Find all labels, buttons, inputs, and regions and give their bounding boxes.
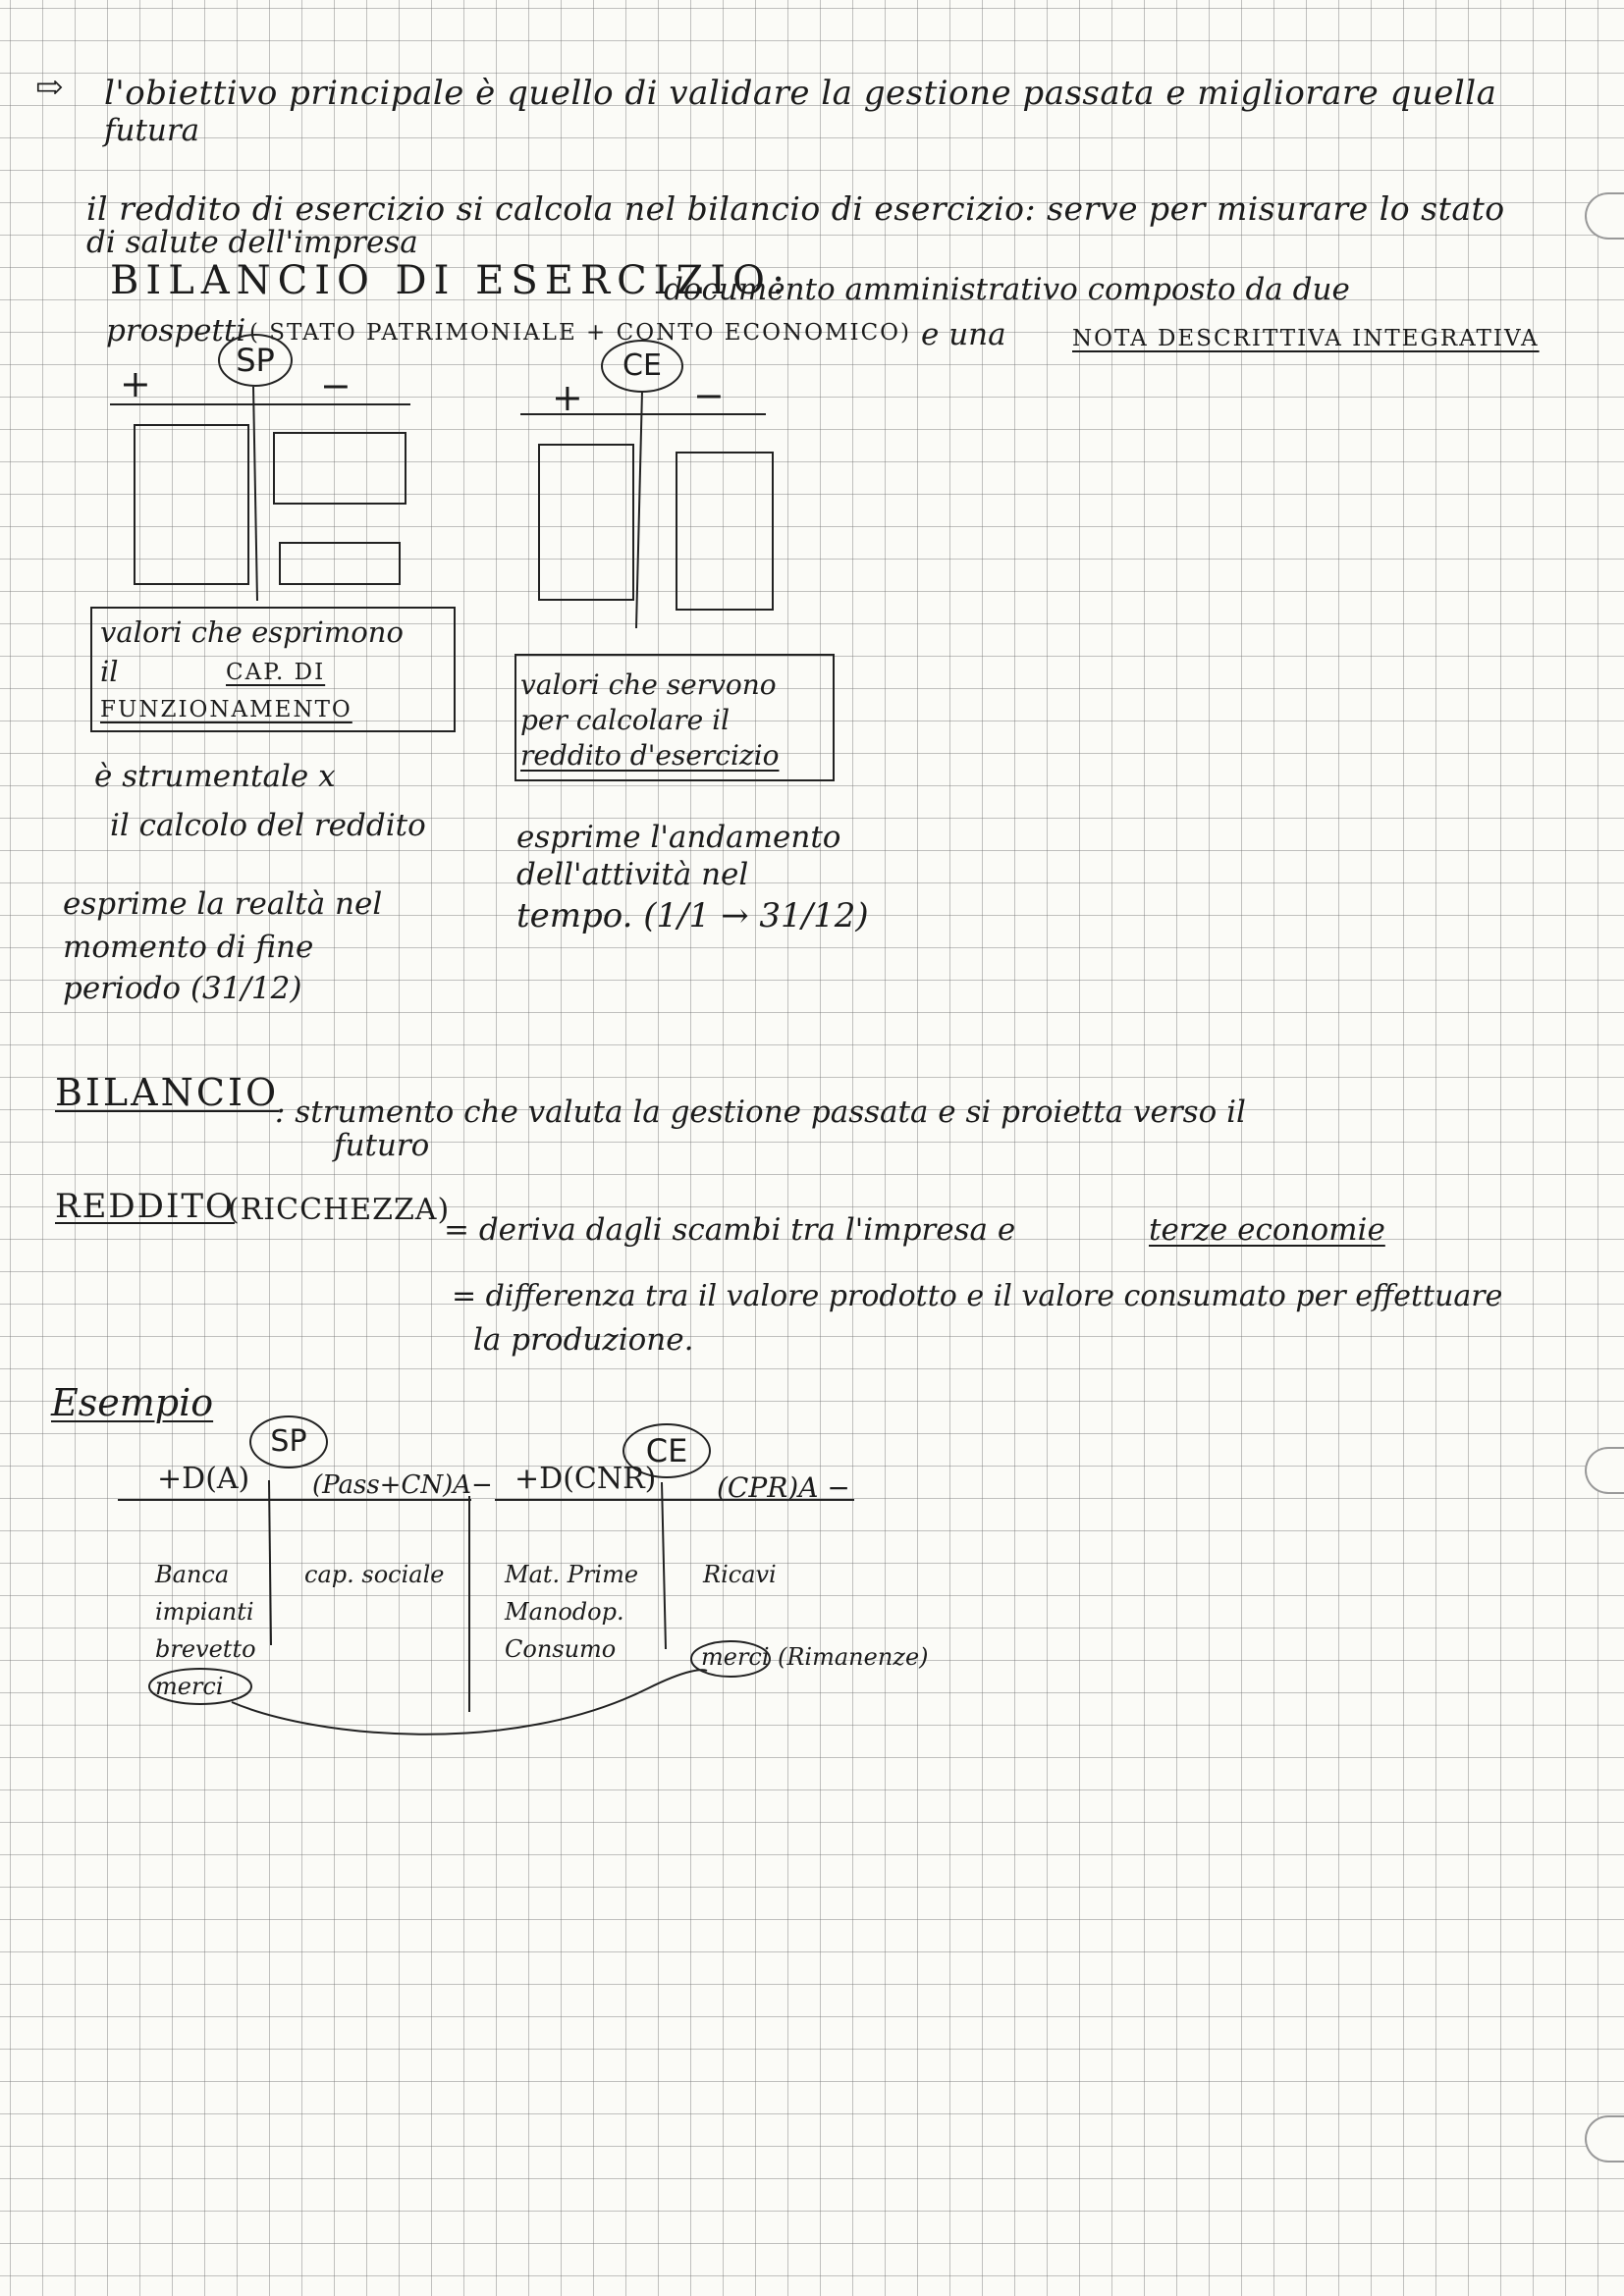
esempio-item: Manodop. (505, 1598, 624, 1626)
esempio-title: Esempio (51, 1381, 214, 1424)
ce-minus: − (693, 374, 725, 417)
esempio-item: brevetto (155, 1635, 256, 1663)
ce-box-text-c: reddito d'esercizio (520, 739, 780, 772)
esempio-item: merci (701, 1643, 770, 1671)
reddito-def-2: = differenza tra il valore prodotto e il valore consumato per effettuare (452, 1279, 1503, 1313)
bilancio-def: : strumento che valuta la gestione passata e si proietta verso il (275, 1095, 1246, 1130)
sp-note-b: il calcolo del reddito (110, 808, 426, 843)
bilancio-def-b: futuro (334, 1128, 430, 1163)
reddito-def-1: = deriva dagli scambi tra l'impresa e (444, 1212, 1016, 1248)
sp-circle: SP (218, 334, 293, 387)
bilancio-title: BILANCIO (55, 1071, 280, 1114)
esempio-ce-left-head: +D(CNR) (514, 1462, 657, 1496)
ce-expr-a: esprime l'andamento (516, 820, 841, 855)
sp-box-text-b: il (100, 655, 119, 688)
bilancio-esercizio-title: BILANCIO DI ESERCIZIO: (110, 258, 792, 303)
sp-plus: + (120, 362, 151, 405)
intro-line-1b: futura (104, 113, 200, 148)
esempio-ce-right-head: (CPR)A − (717, 1471, 850, 1504)
sp-box-text-a: valori che esprimono (100, 615, 404, 649)
e-una: e una (921, 317, 1006, 352)
reddito-def-1-terze: terze economie (1149, 1212, 1385, 1248)
sp-note-a: è strumentale x (94, 759, 336, 794)
sp-box-cap: CAP. DI (226, 660, 326, 685)
esempio-item: Banca (155, 1561, 230, 1588)
ce-box-text-a: valori che servono (520, 668, 777, 701)
reddito-paren: (RICCHEZZA) (228, 1193, 451, 1227)
bilancio-esercizio-def: documento amministrativo composto da due (664, 272, 1350, 307)
esempio-item: Consumo (505, 1635, 617, 1663)
intro-line-1: l'obiettivo principale è quello di validare la gestione passata e migliorare quella (104, 74, 1497, 113)
intro-line-2b: di salute dell'impresa (86, 225, 418, 260)
sp-expr-a: esprime la realtà nel (63, 886, 383, 922)
bilancio-esercizio-def-b: prospetti (106, 313, 246, 348)
reddito-def-2b: la produzione. (473, 1322, 694, 1358)
sp-expr-c: periodo (31/12) (63, 971, 302, 1006)
esempio-sp-circle: SP (249, 1415, 328, 1468)
ce-circle: CE (601, 340, 683, 393)
sp-expr-b: momento di fine (63, 930, 314, 965)
esempio-item: Mat. Prime (505, 1561, 639, 1588)
ce-expr-c: tempo. (1/1 → 31/12) (516, 896, 869, 935)
sp-minus: − (320, 364, 352, 407)
prospetti-paren: ( STATO PATRIMONIALE + CONTO ECONOMICO) (249, 320, 912, 346)
sp-box-funzionamento: FUNZIONAMENTO (100, 697, 352, 722)
esempio-sp-left-head: +D(A) (157, 1462, 250, 1496)
esempio-item: cap. sociale (304, 1561, 445, 1588)
arrow-bullet-icon: ⇨ (35, 68, 64, 107)
esempio-item: merci (155, 1673, 224, 1700)
ce-expr-b: dell'attività nel (516, 857, 749, 892)
intro-line-2: il reddito di esercizio si calcola nel bilancio di esercizio: serve per misurare lo stato (86, 189, 1505, 228)
esempio-ce-circle: CE (623, 1423, 711, 1478)
esempio-item: (Rimanenze) (778, 1643, 929, 1671)
ce-plus: + (552, 376, 583, 419)
esempio-item: Ricavi (703, 1561, 777, 1588)
nota-integrativa: NOTA DESCRITTIVA INTEGRATIVA (1072, 326, 1540, 351)
esempio-sp-right-head: (Pass+CN)A− (312, 1470, 493, 1500)
esempio-item: impianti (155, 1598, 254, 1626)
ce-box-text-b: per calcolare il (520, 704, 731, 736)
reddito-title: REDDITO (55, 1187, 235, 1226)
